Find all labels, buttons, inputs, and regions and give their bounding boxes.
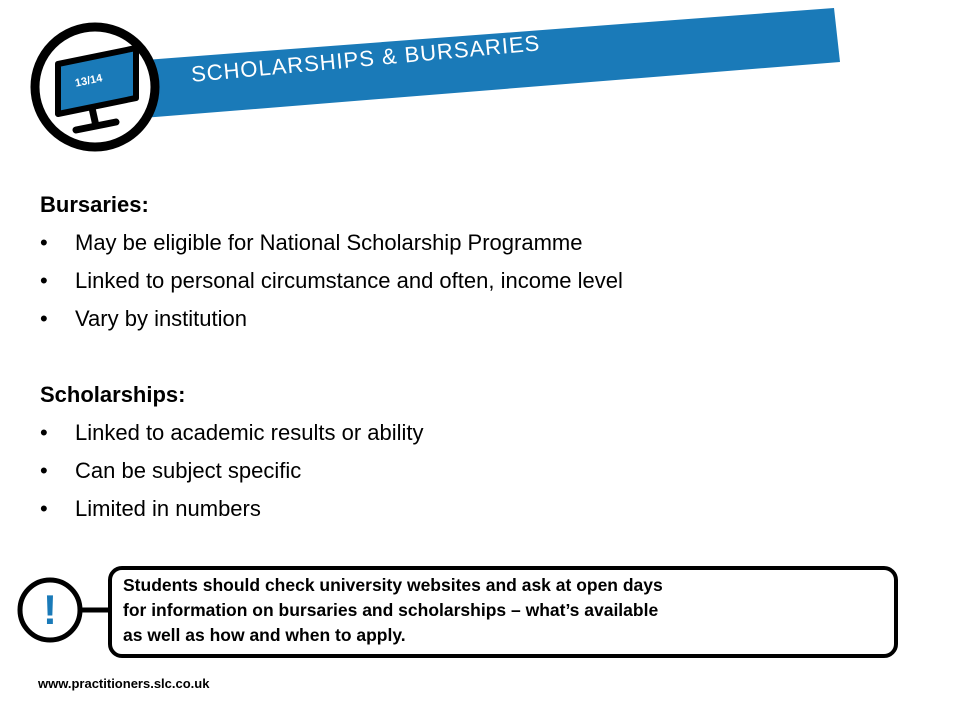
list-item-text: May be eligible for National Scholarship Programme	[75, 230, 583, 255]
list-item-text: Limited in numbers	[75, 496, 261, 521]
exclamation-mark: !	[43, 586, 57, 633]
section-heading-scholarships: Scholarships:	[40, 382, 186, 407]
scholarships-list	[40, 414, 900, 528]
list-item	[40, 262, 900, 300]
year-badge: 13/14	[74, 72, 104, 90]
page-title: SCHOLARSHIPS & BURSARIES	[190, 30, 542, 87]
bullet-dot: •	[40, 230, 48, 255]
list-item-text: Vary by institution	[75, 306, 248, 331]
list-item-text: Linked to academic results or ability	[75, 420, 424, 445]
main-content	[40, 186, 900, 528]
bursaries-list	[40, 224, 900, 338]
list-item	[40, 300, 900, 338]
header-banner	[0, 0, 960, 180]
list-item	[40, 224, 900, 262]
bullet-dot: •	[40, 306, 48, 331]
section-heading-bursaries: Bursaries:	[40, 192, 149, 217]
bullet-dot: •	[40, 458, 48, 483]
list-item	[40, 490, 900, 528]
bullet-dot: •	[40, 420, 48, 445]
callout-box	[108, 566, 898, 658]
list-item	[40, 452, 900, 490]
bullet-dot: •	[40, 496, 48, 521]
footer-url: www.practitioners.slc.co.uk	[38, 676, 210, 691]
list-item	[40, 414, 900, 452]
callout-line: Students should check university websites and ask at open days	[123, 575, 663, 595]
callout-line: as well as how and when to apply.	[123, 625, 406, 645]
exclamation-icon	[14, 574, 114, 654]
bullet-dot: •	[40, 268, 48, 293]
list-item-text: Linked to personal circumstance and often, income level	[75, 268, 623, 293]
callout-line: for information on bursaries and scholarships – what’s available	[123, 600, 659, 620]
list-item-text: Can be subject specific	[75, 458, 302, 483]
monitor-icon	[35, 27, 155, 147]
